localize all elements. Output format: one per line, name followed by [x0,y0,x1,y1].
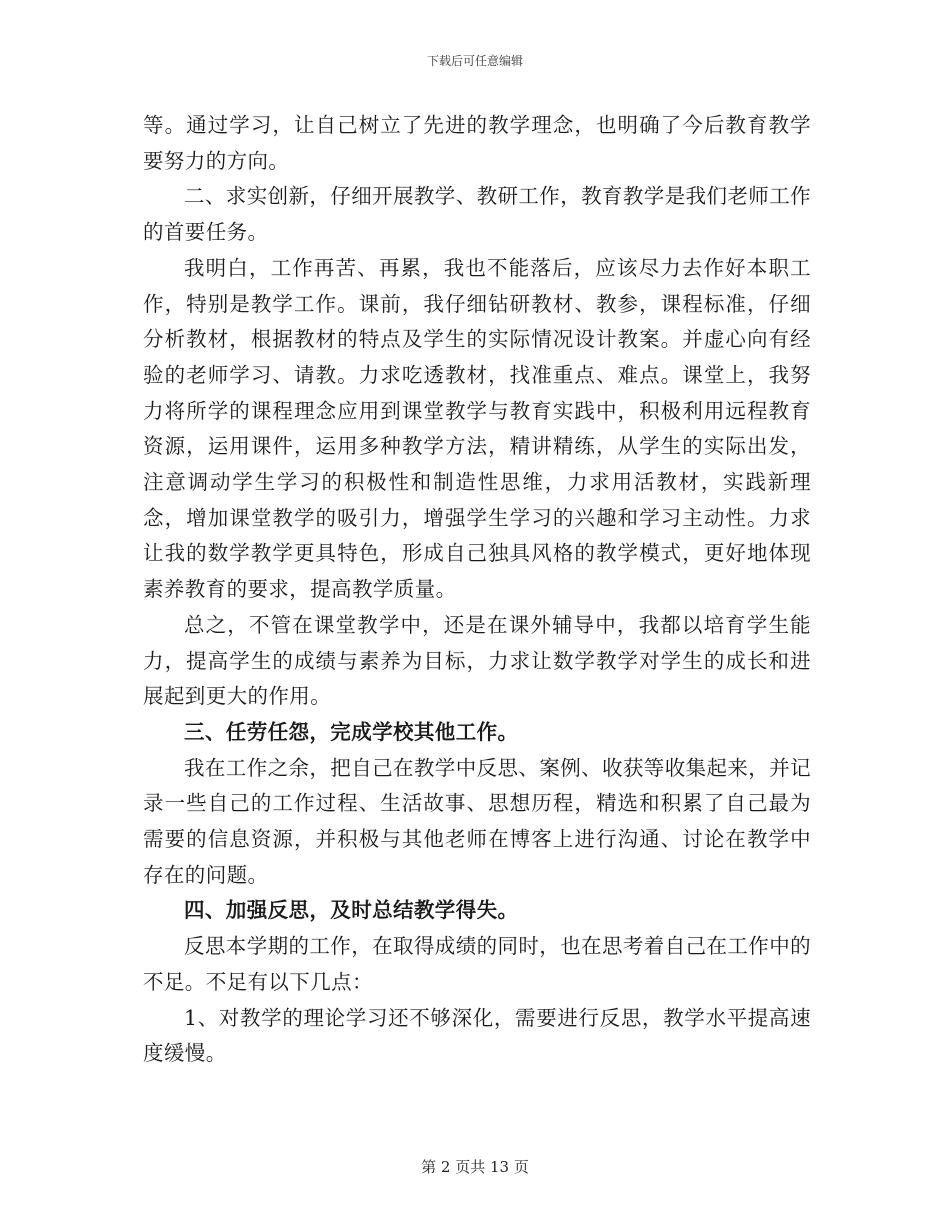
paragraph: 反思本学期的工作，在取得成绩的同时，也在思考着自己在工作中的不足。不足有以下几点： [143,934,811,994]
page-number: 第 2 页共 13 页 [421,1158,529,1176]
paragraph: 我在工作之余，把自己在教学中反思、案例、收获等收集起来，并记录一些自己的工作过程、生活故事、思想历程，精选和积累了自己最为需要的信息资源，并积极与其他老师在博客上进行沟通、讨论在教学中存在的问题。 [143,755,811,887]
section-heading: 三、任劳任怨，完成学校其他工作。 [184,719,519,744]
paragraph: 1、对教学的理论学习还不够深化，需要进行反思，教学水平提高速度缓慢。 [143,1005,811,1066]
paragraph: 等。通过学习，让自己树立了先进的教学理念，也明确了今后教育教学要努力的方向。 [143,113,811,173]
paragraph: 我明白，工作再苦、再累，我也不能落后，应该尽力去作好本职工作，特别是教学工作。课前，我仔细钻研教材、教参，课程标准，仔细分析教材，根据教材的特点及学生的实际情况设计教案。并虚心向有经验的老师学习、请教。力求吃透教材，找准重点、难点。课堂上，我努力将所学的课程理念应用到课堂教学与教育实践中，积极利用远程教育资源，运用课件，运用多种教学方法，精讲精练，从学生的实际出发，注意调动学生学习的积极性和制造性思维，力求用活教材，实践新理念，增加课堂教学的吸引力，增强学生学习的兴趣和学习主动性。力求让我的数学教学更具特色，形成自己独具风格的教学模式，更好地体现素养教育的要求，提高教学质量。 [143,255,811,602]
paragraph: 二、求实创新，仔细开展教学、教研工作，教育教学是我们老师工作的首要任务。 [143,184,811,245]
section-heading: 四、加强反思，及时总结教学得失。 [184,898,519,923]
page-header: 下载后可任意编辑 [426,54,523,68]
document-body [143,108,811,1072]
paragraph: 总之，不管在课堂教学中，还是在课外辅导中，我都以培育学生能力，提高学生的成绩与素养为目标，力求让数学教学对学生的成长和进展起到更大的作用。 [143,612,811,709]
